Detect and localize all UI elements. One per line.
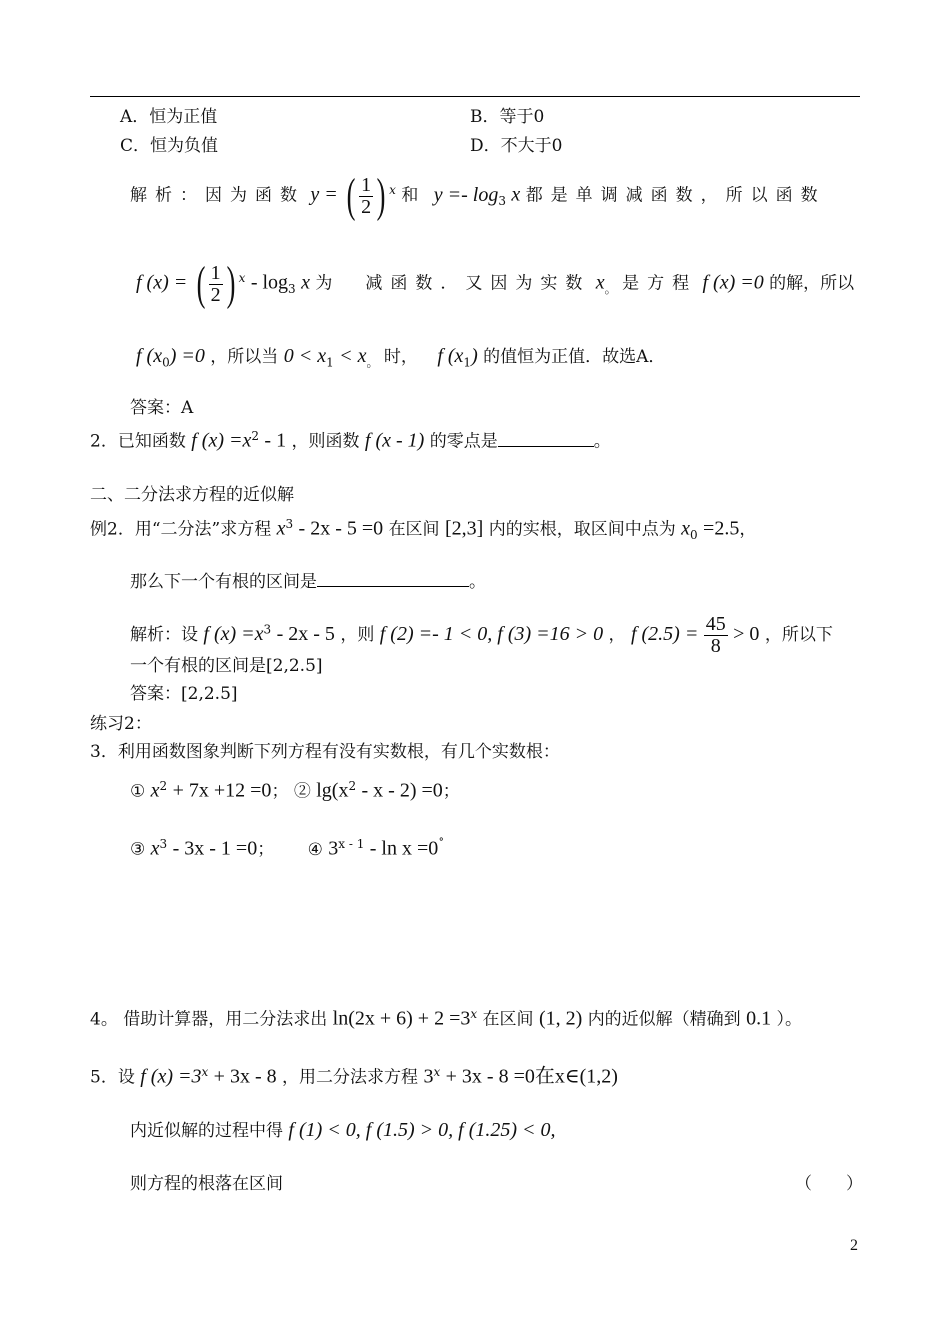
q5-mid: ，用二分法求方程 (282, 1067, 419, 1088)
fraction-45-8 (704, 614, 728, 657)
section2-title: 二、二分法求方程的近似解 (90, 485, 294, 505)
ex2-answer-blank[interactable] (317, 572, 469, 587)
q3-e3-tail: - 3x - 1 =0 (172, 837, 258, 860)
q3-e3-sup: 3 (159, 837, 168, 851)
neg-log: y =- log (433, 183, 499, 206)
solution2-line1 (130, 614, 833, 657)
sol2-f-tail: - 2x - 5 (276, 623, 335, 645)
q3-semi1: ； (271, 781, 289, 802)
fraction-half (359, 175, 373, 218)
ex2-eq-tail: - 2x - 5 =0 (298, 517, 384, 540)
sol2-gt0: > 0 (733, 623, 760, 645)
sol2-then: ，则 (340, 625, 375, 645)
sol2-prefix: 解析：设 (130, 625, 198, 645)
circled-2: ② (293, 781, 311, 802)
answer2: 答案：[2,2.5] (130, 684, 238, 704)
ex2-x0: x (681, 517, 690, 540)
q3-e4-sup: x - 1 (338, 837, 365, 851)
q3-semi2: ； (442, 781, 460, 802)
q3-e3: x (150, 837, 160, 860)
q4-eq: ln(2x + 6) + 2 =3 (332, 1007, 471, 1030)
option-d: D．不大于0 (470, 136, 563, 156)
frac-den: 2 (361, 195, 372, 218)
f-x0-sub: 0 (162, 355, 170, 370)
frac-den-2: 2 (210, 283, 221, 306)
sol2-sup3: 3 (263, 622, 272, 637)
log-base: 3 (498, 193, 506, 208)
f-x0: f (x (136, 345, 163, 367)
f-x0-tail: ) =0 (169, 345, 205, 367)
q5-eq-sup: x (433, 1065, 441, 1079)
q4-sup: x (470, 1007, 478, 1021)
f-x1: f (x (437, 345, 464, 367)
x0-sub: 。 (604, 281, 617, 296)
sol2-f25: f (2.5) = (630, 623, 699, 645)
solution1-text-time: 时， (383, 347, 418, 367)
frac-num-2: 1 (210, 261, 221, 284)
ex2-prefix: 例2．用“二分法”求方程 (90, 519, 272, 540)
log-arg: x (511, 183, 521, 206)
solution1-text1: 为 减函数．又因为实数 (315, 273, 591, 294)
q5-f-tail: + 3x - 8 (213, 1065, 277, 1088)
solution1-line1 (130, 169, 826, 222)
question5 (90, 1066, 618, 1087)
ex2-x0-tail: =2.5 (703, 517, 740, 540)
q3-dot4: ˚ (438, 837, 445, 851)
ex2-interval: [2,3] (444, 517, 484, 540)
fraction-half-2 (209, 263, 223, 306)
solution1-line3 (136, 346, 665, 368)
q2-answer-blank[interactable] (498, 432, 594, 447)
q2-prefix: 2．已知函数 (90, 431, 186, 452)
circled-3: ③ (130, 839, 146, 860)
q3-e2: lg(x (316, 779, 349, 802)
q5-line3: 则方程的根落在区间 (130, 1174, 283, 1194)
option-b: B．等于0 (470, 107, 545, 127)
question2 (90, 430, 611, 451)
q5-prefix: 5．设 (90, 1067, 135, 1088)
solution1-suffix: 都是单调减函数，所以函数 (525, 185, 826, 206)
q4-interval: (1, 2) (538, 1007, 583, 1030)
q2-mid: ，则函数 (291, 431, 360, 452)
ineq-tail: < x (339, 345, 367, 367)
paren-left: ( (346, 169, 356, 222)
f-x1-tail: ) (471, 345, 478, 367)
q2-sup: 2 (251, 429, 260, 443)
q4-mid2: 内的近似解（精确到 (587, 1009, 741, 1030)
q3-row1 (130, 780, 460, 801)
q3-e1: x (150, 779, 160, 802)
answer-brackets[interactable]: （ ） (795, 1174, 863, 1194)
q2-func-tail: - 1 (264, 429, 287, 452)
ex2-mid1: 在区间 (388, 519, 440, 540)
q3-e1-tail: + 7x +12 =0 (172, 779, 272, 802)
ex2-line2-end: 。 (469, 572, 486, 592)
solution1-conclusion: 的值恒为正值．故选A． (483, 347, 666, 367)
log-base-2: 3 (288, 281, 296, 296)
ex2-sup3: 3 (285, 517, 294, 531)
answer1: 答案：A (130, 398, 194, 418)
q3-e2-sup: 2 (348, 779, 357, 793)
ineq-sub-o: 。 (366, 355, 379, 370)
ex2-comma: ， (739, 519, 757, 540)
q3-semi3: ； (257, 839, 275, 860)
and-word: 和 (401, 185, 419, 206)
q4-end: ）。 (776, 1009, 802, 1030)
exponent-x-2: x (238, 270, 246, 285)
solution1-text-when: ，所以当 (210, 347, 279, 367)
frac-num: 1 (361, 173, 372, 196)
q3-e4: 3 (328, 837, 339, 860)
q5-f: f (x) =3 (140, 1065, 202, 1088)
q5-eq-tail: + 3x - 8 =0在x∈(1,2) (445, 1065, 618, 1088)
q5-eq: 3 (423, 1065, 434, 1088)
q3-row2 (130, 838, 444, 859)
solution2-line2: 一个有根的区间是[2,2.5] (130, 656, 323, 676)
y-equals: y = (310, 183, 338, 206)
example2 (90, 518, 756, 541)
question3-text: 3．利用函数图象判断下列方程有没有实数根，有几个实数根： (90, 742, 560, 762)
q5-line2-eq: f (1) < 0, f (1.5) > 0, f (1.25) < 0, (288, 1119, 556, 1141)
x0-var: x (595, 271, 605, 294)
exponent-x: x (389, 182, 396, 197)
header-rule (90, 96, 860, 97)
sol2-suffix: ，所以下 (764, 625, 833, 645)
solution1-line2 (136, 257, 855, 310)
ex2-eq: x (276, 517, 286, 540)
ex2-x0-sub: 0 (690, 528, 698, 543)
circled-4: ④ (307, 839, 323, 860)
ex2-mid2: 内的实根，取区间中点为 (488, 519, 676, 540)
q2-suffix: 的零点是 (429, 431, 498, 452)
sol2-f: f (x) =x (203, 623, 264, 645)
sol2-comma: ， (608, 625, 626, 645)
circled-1: ① (130, 781, 146, 802)
frac45-num: 45 (705, 613, 726, 635)
q2-func2: f (x - 1) (364, 429, 425, 452)
option-c: C．恒为负值 (120, 136, 219, 156)
q4-precision: 0.1 (746, 1007, 772, 1030)
minus-log: - log (250, 271, 289, 294)
ineq-sub1: 1 (326, 355, 334, 370)
q3-e1-sup: 2 (159, 779, 168, 793)
q2-func: f (x) =x (191, 429, 252, 452)
ineq: 0 < x (283, 345, 327, 367)
q5-line2 (130, 1120, 556, 1140)
paren-left-2: ( (196, 257, 206, 310)
log-arg-2: x (301, 271, 310, 294)
sol2-f2: f (2) =- 1 < 0, f (3) =16 > 0 (379, 623, 604, 645)
frac45-den: 8 (710, 635, 721, 657)
f-of-x: f (x) = (136, 271, 188, 294)
solution1-text3: 的解，所以 (769, 273, 855, 294)
f-eq-zero: f (x) =0 (702, 271, 764, 294)
example2-line2 (130, 572, 486, 591)
q3-e2-tail: - x - 2) =0 (361, 779, 443, 802)
ex2-line2: 那么下一个有根的区间是 (130, 572, 317, 592)
solution1-text2: 是方程 (622, 273, 698, 294)
paren-right: ) (376, 169, 386, 222)
q4-prefix: 4。 借助计算器，用二分法求出 (90, 1009, 328, 1030)
paren-right-2: ) (226, 257, 236, 310)
q2-end: 。 (593, 431, 611, 452)
q5-line2-text: 内近似解的过程中得 (130, 1121, 283, 1141)
option-a: A．恒为正值 (120, 107, 218, 127)
q4-mid: 在区间 (482, 1009, 534, 1030)
question4 (90, 1008, 802, 1029)
q3-e4-tail: - ln x =0 (369, 837, 439, 860)
q5-sup: x (201, 1065, 209, 1079)
page-number: 2 (850, 1237, 858, 1254)
practice-title: 练习2： (90, 714, 152, 734)
f-x1-sub: 1 (463, 355, 472, 370)
solution1-prefix: 解析：因为函数 (130, 185, 305, 206)
